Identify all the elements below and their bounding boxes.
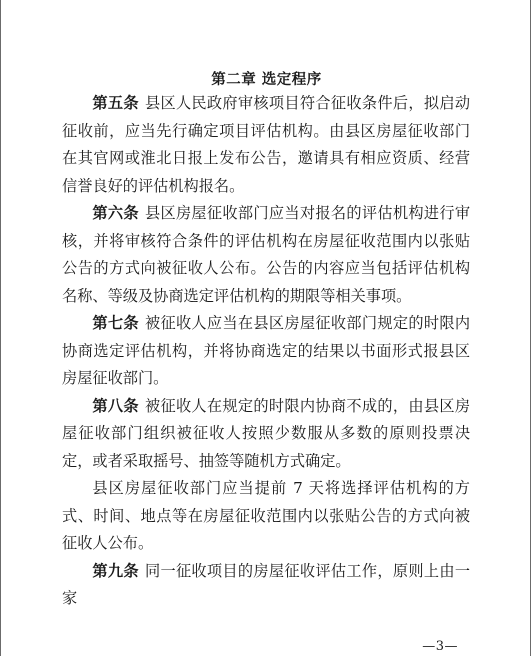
article-number: 第五条 xyxy=(92,94,139,112)
chapter-title: 第二章 选定程序 xyxy=(211,72,322,88)
article-number: 第九条 xyxy=(92,561,139,580)
article-text: 县区房屋征收部门应当对报名的评估机构进行审核，并将审核符合条件的评估机构在房屋征收范围内以张贴公告的方式向被征收人公布。公告的内容应当包括评估机构名称、等级及协商选定评估机构的期限等相关事项。 xyxy=(62,204,471,305)
paragraph-article-7 xyxy=(62,310,470,393)
article-number: 第六条 xyxy=(92,204,139,222)
paragraph-article-8 xyxy=(62,393,470,476)
article-text: 县区人民政府审核项目符合征收条件后，拟启动征收前，应当先行确定项目评估机构。由县区房屋征收部门在其官网或淮北日报上发布公告，邀请具有相应资质、经营信誉良好的评估机构报名。 xyxy=(62,94,471,195)
paragraph-article-6 xyxy=(62,200,470,310)
page-number: —3— xyxy=(422,639,458,654)
paragraph-article-5 xyxy=(62,90,470,200)
article-text: 被征收人在规定的时限内协商不成的，由县区房屋征收部门组织被征收人按照少数服从多数的原则投票决定，或者采取摇号、抽签等随机方式确定。 xyxy=(62,396,471,470)
article-text: 被征收人应当在县区房屋征收部门规定的时限内协商选定评估机构，并将协商选定的结果以书面形式报县区房屋征收部门。 xyxy=(62,314,471,387)
article-number: 第八条 xyxy=(92,396,139,415)
article-text: 同一征收项目的房屋征收评估工作，原则上由一家 xyxy=(62,561,471,607)
article-number: 第七条 xyxy=(92,314,139,332)
paragraph-article-8-continued xyxy=(62,475,470,558)
article-text: 县区房屋征收部门应当提前 7 天将选择评估机构的方式、时间、地点等在房屋征收范围内以张贴公告的方式向被征收人公布。 xyxy=(62,479,470,552)
document-body xyxy=(62,90,470,613)
paragraph-article-9 xyxy=(62,558,470,613)
